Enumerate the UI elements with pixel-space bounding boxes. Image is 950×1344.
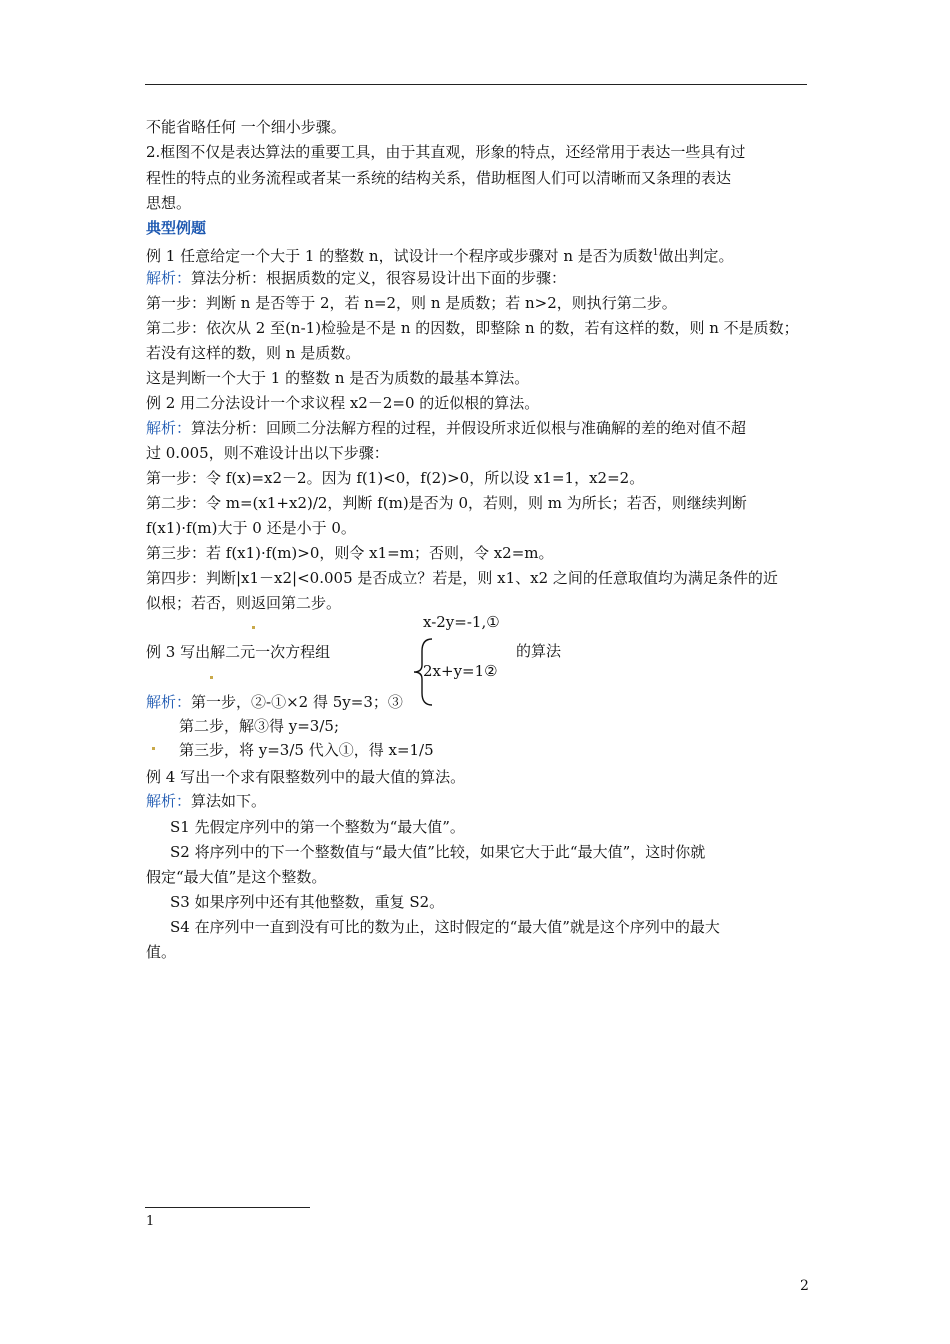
example-3-tail: 的算法 [516, 642, 562, 660]
analysis-text: 算法如下。 [191, 792, 267, 810]
header-rule [145, 84, 807, 85]
step-line: f(x1)·f(m)大于 0 还是小于 0。 [146, 519, 356, 537]
step-line: 第一步：判断 n 是否等于 2，若 n=2，则 n 是质数；若 n>2，则执行第二步。 [146, 294, 677, 312]
step-line: S3 如果序列中还有其他整数，重复 S2。 [170, 893, 445, 911]
step-line: 第三步：若 f(x1)·f(m)>0，则令 x1=m；否则，令 x2=m。 [146, 544, 554, 562]
step-line: 假定“最大值”是这个整数。 [146, 868, 327, 886]
analysis-line [146, 416, 810, 442]
decoration-dot [152, 747, 155, 750]
footnote: 1 [146, 1214, 155, 1229]
decoration-dot [210, 676, 213, 679]
step-line: S2 将序列中的下一个整数值与“最大值”比较，如果它大于此“最大值”，这时你就 [170, 843, 706, 861]
decoration-dot [252, 626, 255, 629]
equation-2: 2x+y=1② [423, 662, 498, 680]
step-line: 似根；若否，则返回第二步。 [146, 594, 342, 612]
analysis-label: 解析： [146, 419, 192, 437]
example-2: 例 2 用二分法设计一个求议程 x2－2=0 的近似根的算法。 [146, 394, 540, 412]
example-4: 例 4 写出一个求有限整数列中的最大值的算法。 [146, 768, 466, 786]
step-line: 第三步，将 y=3/5 代入①，得 x=1/5 [179, 741, 434, 759]
footnote-ref[interactable]: 1 [652, 248, 659, 258]
step-line: 第四步：判断|x1－x2|<0.005 是否成立？若是，则 x1、x2 之间的任意取值均为满足条件的近 [146, 569, 778, 587]
text-line: 这是判断一个大于 1 的整数 n 是否为质数的最基本算法。 [146, 369, 530, 387]
text-line: 过 0.005，则不难设计出以下步骤： [146, 444, 389, 462]
text-line: 2.框图不仅是表达算法的重要工具，由于其直观，形象的特点，还经常用于表达一些具有过 [146, 143, 746, 161]
analysis-label: 解析： [146, 693, 192, 711]
page-number: 2 [800, 1278, 809, 1294]
analysis-text: 算法分析：回顾二分法解方程的过程，并假设所求近似根与准确解的差的绝对值不超 [191, 419, 747, 437]
footnote-rule [145, 1207, 310, 1208]
step-line: S1 先假定序列中的第一个整数为“最大值”。 [170, 818, 465, 836]
step-line: 第二步：依次从 2 至(n-1)检验是不是 n 的因数，即整除 n 的数，若有这样的数，则 n 不是质数； [146, 319, 799, 337]
equation-1: x-2y=-1,① [423, 613, 500, 631]
analysis-line [146, 266, 810, 292]
analysis-line [146, 789, 810, 815]
text-line: 程性的特点的业务流程或者某一系统的结构关系，借助框图人们可以清晰而又条理的表达 [146, 169, 732, 187]
analysis-label: 解析： [146, 269, 192, 287]
step-line: 第二步，解③得 y=3/5; [179, 717, 340, 735]
step-line: 第一步：令 f(x)=x2－2。因为 f(1)<0，f(2)>0，所以设 x1=1，x2=2。 [146, 469, 645, 487]
example-1-tail: 做出判定。 [658, 247, 734, 265]
analysis-label: 解析： [146, 792, 192, 810]
section-heading: 典型例题 [146, 219, 207, 237]
analysis-line [146, 690, 810, 716]
step-line: 第二步：令 m=(x1+x2)/2，判断 f(m)是否为 0，若则，则 m 为所长；若否，则继续判断 [146, 494, 747, 512]
text-line: 思想。 [146, 194, 192, 212]
example-3: 例 3 写出解二元一次方程组 [146, 643, 331, 661]
step-line: S4 在序列中一直到没有可比的数为止，这时假定的“最大值”就是这个序列中的最大 [170, 918, 720, 936]
analysis-text: 算法分析：根据质数的定义，很容易设计出下面的步骤： [191, 269, 567, 287]
text-line: 不能省略任何 一个细小步骤。 [146, 118, 346, 136]
analysis-text: 第一步，②-①×2 得 5y=3；③ [191, 693, 403, 711]
step-line: 值。 [146, 943, 177, 961]
step-line: 若没有这样的数，则 n 是质数。 [146, 344, 361, 362]
example-1-text: 例 1 任意给定一个大于 1 的整数 n，试设计一个程序或步骤对 n 是否为质数 [146, 247, 653, 265]
